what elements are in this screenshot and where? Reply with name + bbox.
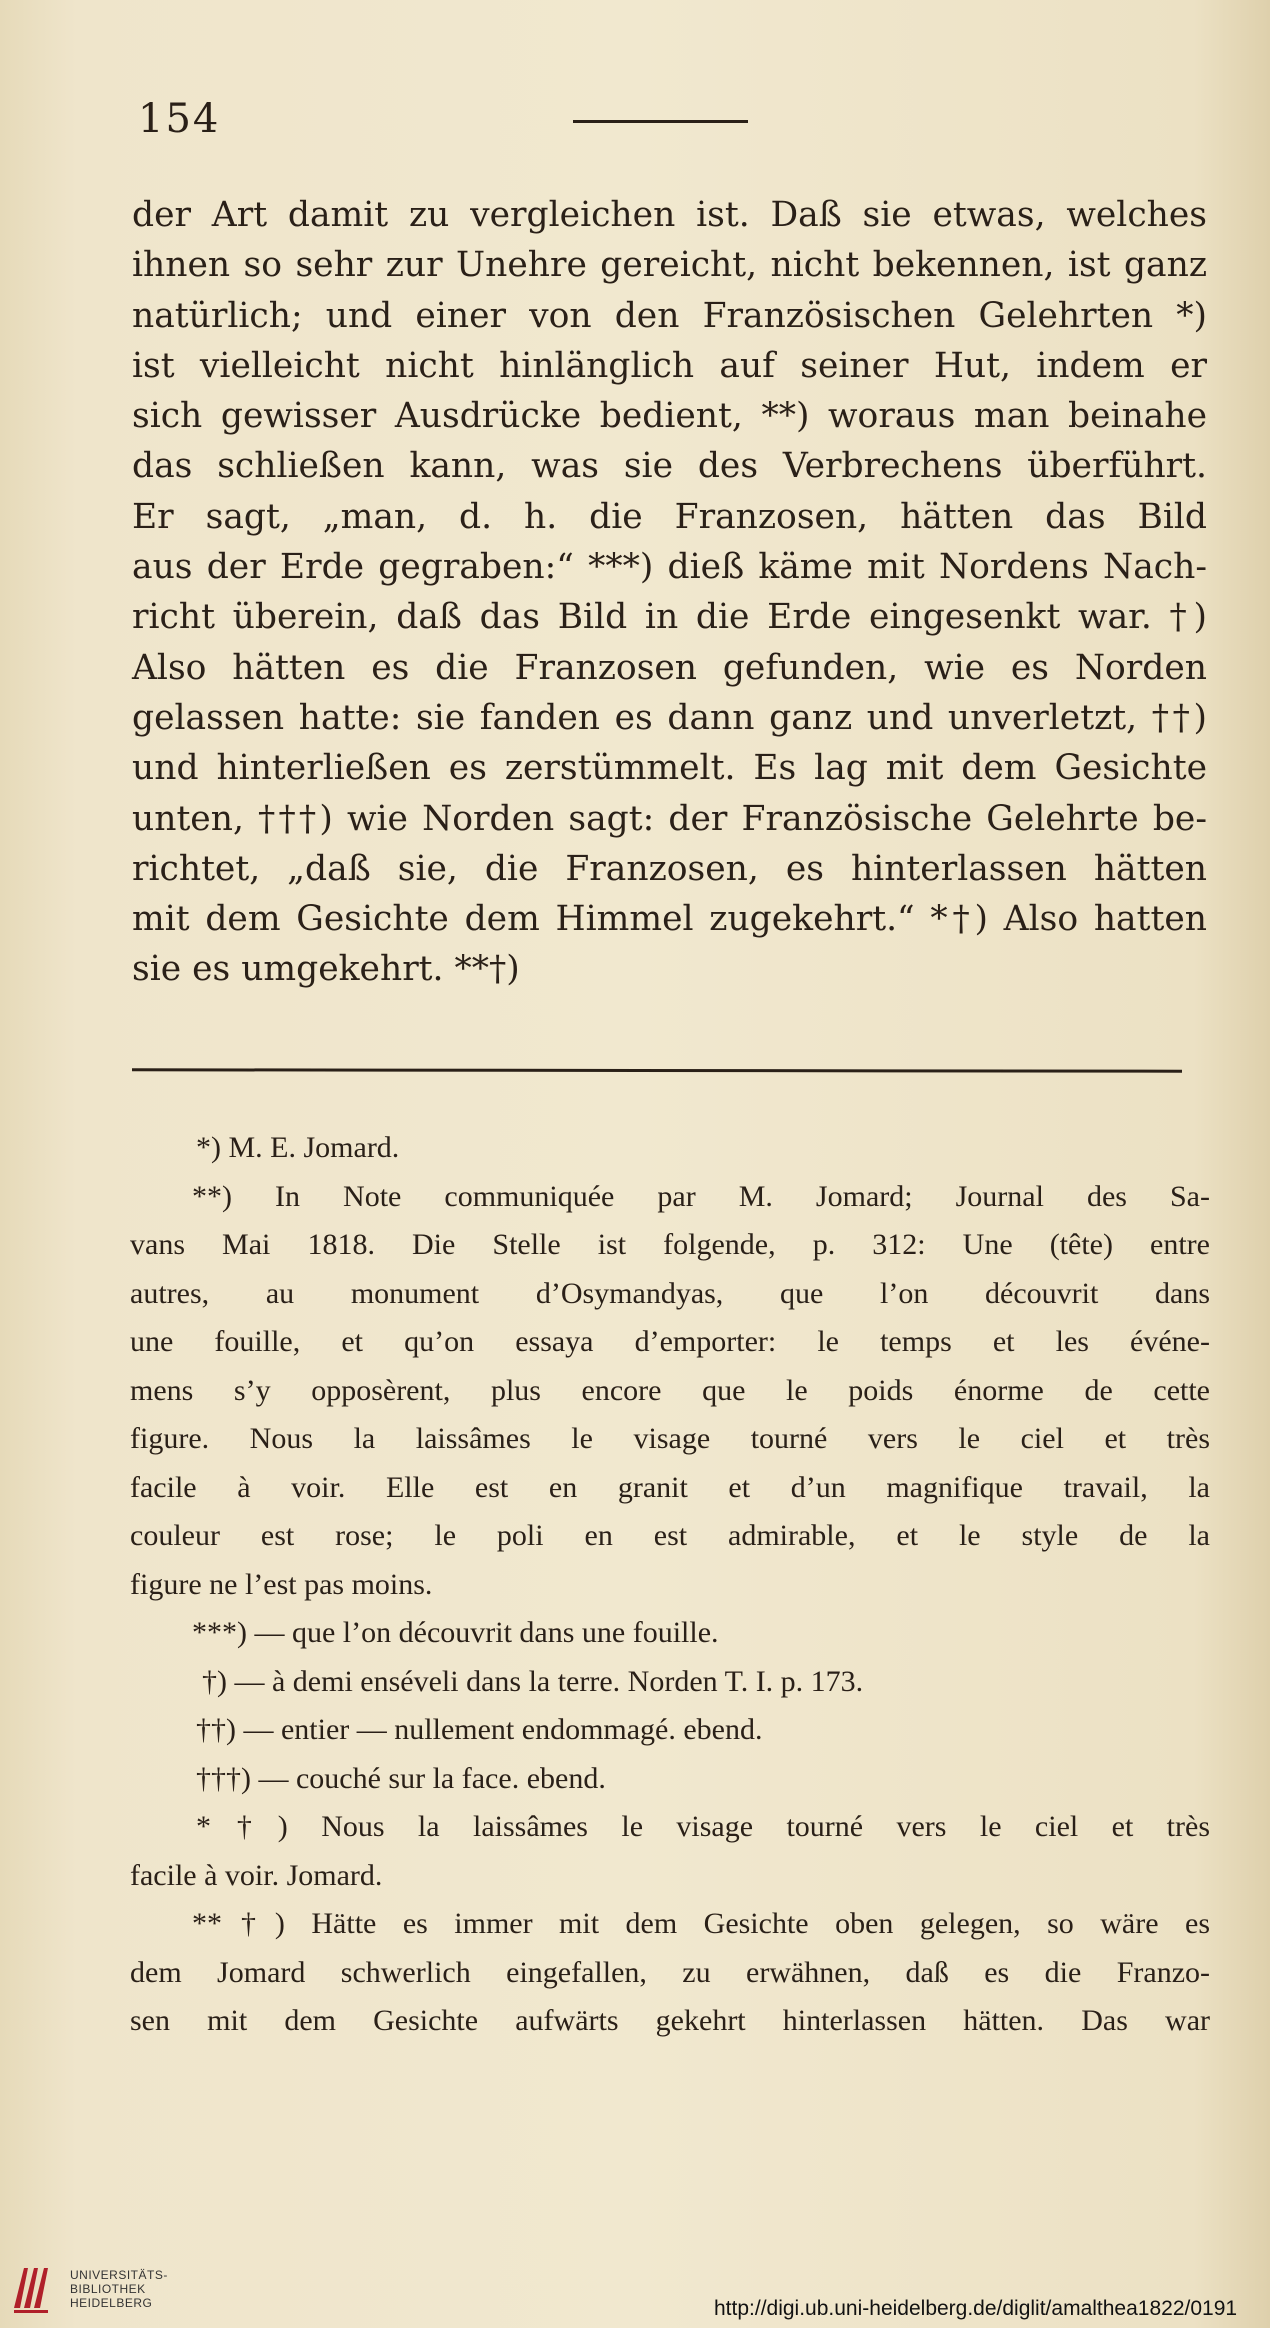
- library-name: [70, 2268, 168, 2310]
- text-line: sich gewisser Ausdrücke bedient, **) woraus man beinahe: [132, 396, 1207, 437]
- footnote-line: *) M. E. Jomard.: [196, 1131, 400, 1164]
- footnote-line: †) — à demi enséveli dans la terre. Norden T. I. p. 173.: [202, 1664, 864, 1698]
- source-url-link[interactable]: http://digi.ub.uni-heidelberg.de/diglit/amalthea1822/0191: [714, 2297, 1238, 2320]
- text-line: ihnen so sehr zur Unehre gereicht, nicht bekennen, ist ganz: [132, 245, 1207, 286]
- text-line: gelassen hatte: sie fanden es dann ganz und unverletzt, ††): [132, 697, 1207, 738]
- footnote-line: **) In Note communiquée par M. Jomard; Journal des Sa-: [192, 1179, 1210, 1213]
- text-line: richt überein, daß das Bild in die Erde eingesenkt war. †): [132, 597, 1207, 638]
- footnote-line: dem Jomard schwerlich eingefallen, zu erwähnen, daß es die Franzo-: [130, 1955, 1210, 1989]
- footnote-line: figure ne l’est pas moins.: [130, 1567, 433, 1601]
- library-name-line: BIBLIOTHEK: [70, 2282, 146, 2296]
- text-line: der Art damit zu vergleichen ist. Daß sie etwas, welches: [132, 195, 1207, 235]
- footnotes-block: [130, 1124, 1210, 2046]
- footnote-line: figure. Nous la laissâmes le visage tourné vers le ciel et très: [130, 1422, 1210, 1455]
- footnote-line: facile à voir. Jomard.: [130, 1858, 383, 1892]
- footnote-separator: [132, 1068, 1182, 1072]
- text-line: ist vielleicht nicht hinlänglich auf seiner Hut, indem er: [132, 345, 1207, 386]
- footnote-line: **†) Hätte es immer mit dem Gesichte oben gelegen, so wäre es: [192, 1907, 1210, 1940]
- main-text-block: [132, 190, 1207, 995]
- footnote-line: couleur est rose; le poli en est admirable, et le style de la: [130, 1519, 1210, 1552]
- footnote-line: vans Mai 1818. Die Stelle ist folgende, p. 312: Une (tête) entre: [130, 1228, 1210, 1261]
- footnote-line: autres, au monument d’Osymandyas, que l’on découvrit dans: [130, 1276, 1210, 1310]
- footnote-line: sen mit dem Gesichte aufwärts gekehrt hinterlassen hätten. Das war: [130, 2004, 1210, 2037]
- text-line: mit dem Gesichte dem Himmel zugekehrt.“ *†) Also hatten: [132, 899, 1207, 940]
- footnote-line: mens s’y opposèrent, plus encore que le poids énorme de cette: [130, 1373, 1210, 1407]
- footnote-line: une fouille, et qu’on essaya d’emporter: le temps et les événe-: [130, 1325, 1210, 1358]
- page-number: 154: [138, 96, 221, 142]
- text-line: und hinterließen es zerstümmelt. Es lag mit dem Gesichte: [132, 748, 1207, 789]
- footnote-line: ††) — entier — nullement endommagé. ebend.: [196, 1713, 763, 1746]
- library-name-line: HEIDELBERG: [70, 2296, 153, 2310]
- text-line: natürlich; und einer von den Französischen Gelehrten *): [132, 295, 1207, 336]
- footnote-line: ***) — que l’on découvrit dans une fouille.: [192, 1616, 719, 1649]
- header-rule: [573, 120, 748, 123]
- text-line: richtet, „daß sie, die Franzosen, es hinterlassen hätten: [132, 848, 1207, 889]
- text-line: sie es umgekehrt. **†): [132, 949, 520, 990]
- footnote-line: facile à voir. Elle est en granit et d’un magnifique travail, la: [130, 1470, 1210, 1504]
- text-line: unten, †††) wie Norden sagt: der Französische Gelehrte be-: [132, 798, 1207, 839]
- university-library-logo-icon: [10, 2258, 58, 2318]
- text-line: aus der Erde gegraben:“ ***) dieß käme mit Nordens Nach-: [132, 547, 1207, 588]
- text-line: Er sagt, „man, d. h. die Franzosen, hätten das Bild: [132, 496, 1207, 537]
- library-name-line: UNIVERSITÄTS-: [70, 2268, 168, 2282]
- footnote-line: †††) — couché sur la face. ebend.: [196, 1761, 606, 1795]
- text-line: das schließen kann, was sie des Verbrechens überführt.: [132, 446, 1207, 487]
- footnote-line: *†) Nous la laissâmes le visage tourné vers le ciel et très: [196, 1810, 1210, 1843]
- text-line: Also hätten es die Franzosen gefunden, wie es Norden: [132, 647, 1207, 688]
